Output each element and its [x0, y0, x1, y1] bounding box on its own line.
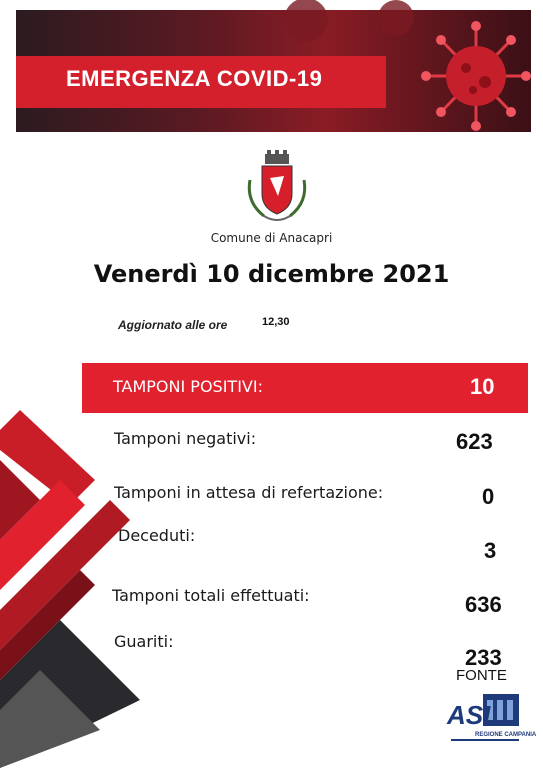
- asl-logo-text: ASL: [447, 700, 499, 730]
- total-tests-value: 636: [465, 592, 502, 617]
- virus-icon: [421, 20, 531, 132]
- pending-tests-value: 0: [482, 484, 495, 509]
- banner: [16, 10, 531, 132]
- negative-tests-label: Tamponi negativi:: [114, 429, 257, 448]
- total-tests-label: Tamponi totali effettuati:: [112, 586, 310, 605]
- positive-tests-label: TAMPONI POSITIVI:: [113, 377, 263, 396]
- bulletin-date: Venerdì 10 dicembre 2021: [93, 260, 450, 288]
- recovered-label: Guariti:: [114, 632, 174, 651]
- deceased-label: Deceduti:: [118, 526, 196, 545]
- municipality-name: Comune di Anacapri: [210, 231, 333, 245]
- updated-time: 12,30: [262, 316, 290, 328]
- positive-tests-value: 10: [470, 374, 495, 399]
- source-label: FONTE: [456, 667, 507, 684]
- updated-label: Aggiornato alle ore: [118, 318, 228, 332]
- negative-tests-value: 623: [456, 429, 493, 454]
- recovered-value: 233: [465, 645, 502, 670]
- municipality-crest-icon: [244, 150, 310, 228]
- pending-tests-label: Tamponi in attesa di refertazione:: [114, 483, 384, 502]
- banner-title: EMERGENZA COVID-19: [66, 66, 323, 91]
- deceased-value: 3: [484, 538, 497, 563]
- asl-region-text: REGIONE CAMPANIA: [475, 732, 537, 738]
- asl-logo-icon: [445, 686, 537, 744]
